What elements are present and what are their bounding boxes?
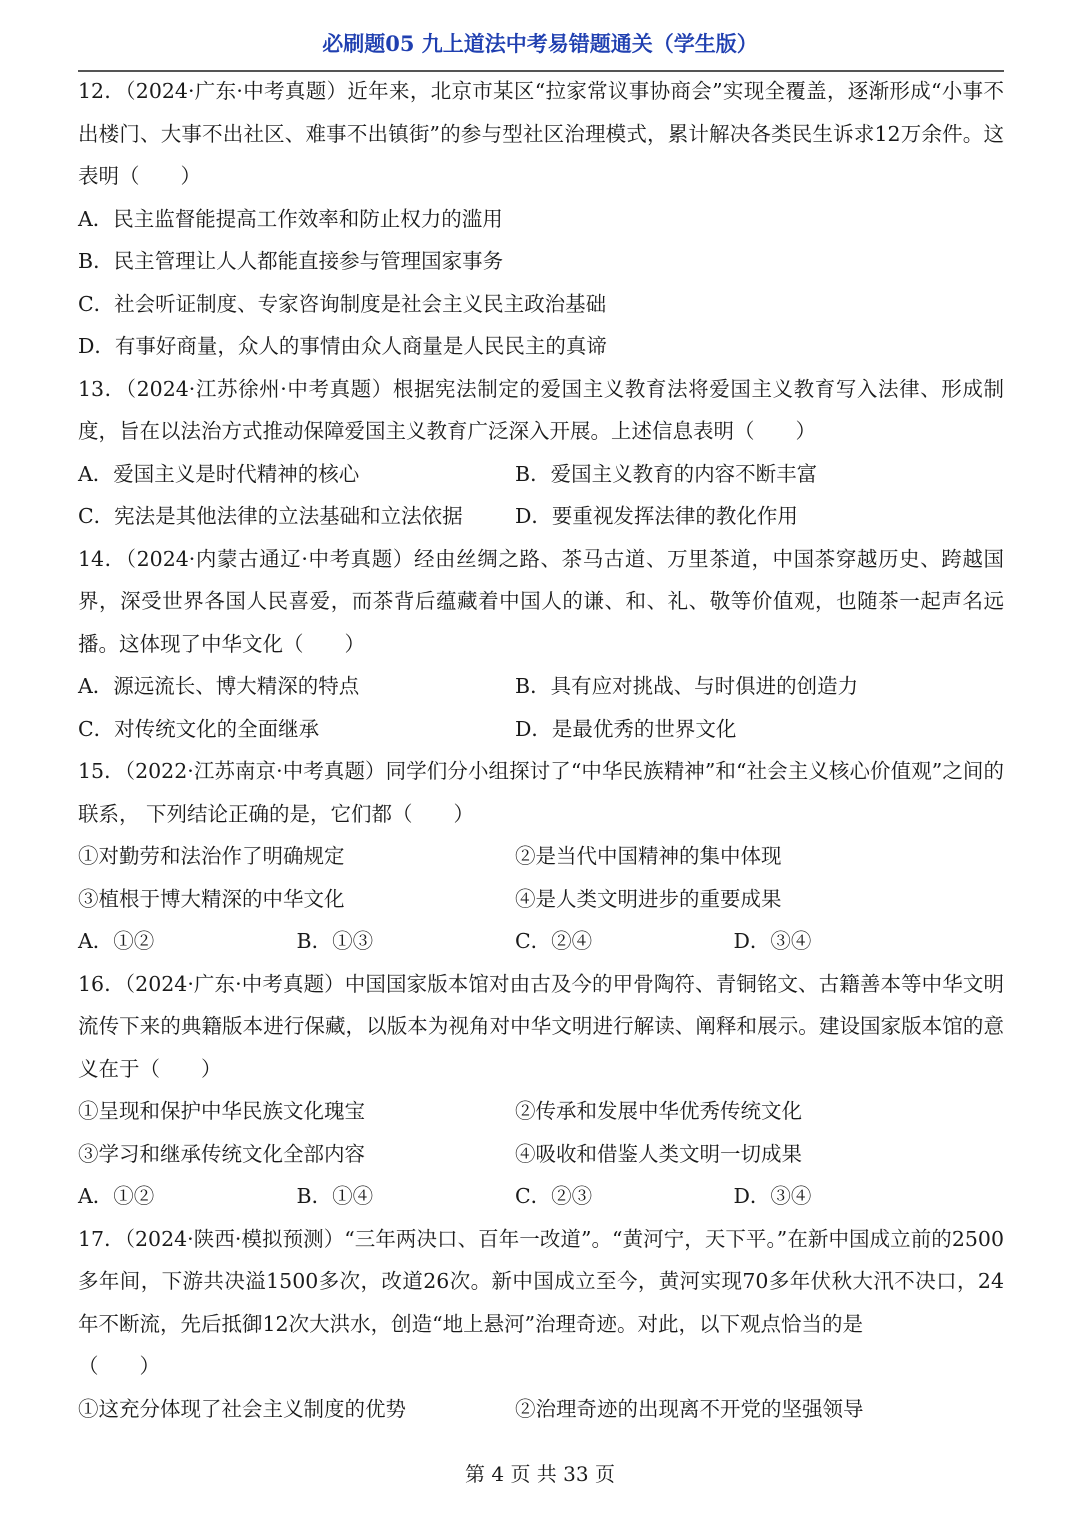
statement-2: ②是当代中国精神的集中体现 bbox=[515, 844, 782, 868]
option-a: A．爱国主义是时代精神的核心 bbox=[78, 461, 360, 486]
option-row bbox=[78, 665, 1004, 708]
page-number: 第 4 页 共 33 页 bbox=[465, 1462, 615, 1486]
option-d: D．③④ bbox=[733, 929, 812, 953]
statement-1: ①呈现和保护中华民族文化瑰宝 bbox=[78, 1099, 365, 1123]
option-d: D．有事好商量，众人的事情由众人商量是人民民主的真谛 bbox=[78, 334, 607, 358]
option-a: A．①② bbox=[78, 1184, 155, 1208]
statement-3: ③学习和继承传统文化全部内容 bbox=[78, 1141, 365, 1166]
option-row bbox=[78, 708, 1004, 751]
statement-row bbox=[78, 1090, 1004, 1133]
statement-1: ①这充分体现了社会主义制度的优势 bbox=[78, 1396, 406, 1421]
option-c: C．社会听证制度、专家咨询制度是社会主义民主政治基础 bbox=[78, 291, 607, 316]
statement-4: ④吸收和借鉴人类文明一切成果 bbox=[515, 1141, 802, 1166]
question-13 bbox=[78, 368, 1004, 538]
statement-row bbox=[78, 1388, 1004, 1431]
option-row bbox=[78, 495, 1004, 538]
question-stem: 15．（2022·江苏南京·中考真题）同学们分小组探讨了“中华民族精神”和“社会主义核心价值观”之间的联系， 下列结论正确的是，它们都（ ） bbox=[78, 759, 1004, 826]
option-row bbox=[78, 453, 1004, 496]
question-12 bbox=[78, 70, 1004, 368]
page-header: 必刷题05 九上道法中考易错题通关（学生版） bbox=[322, 31, 758, 56]
page-content bbox=[78, 70, 1004, 1430]
option-d: D．要重视发挥法律的教化作用 bbox=[515, 504, 798, 528]
statement-1: ①对勤劳和法治作了明确规定 bbox=[78, 844, 345, 868]
option-b: B．①④ bbox=[296, 1184, 374, 1208]
option-a: A．源远流长、博大精深的特点 bbox=[78, 674, 360, 698]
statement-row bbox=[78, 878, 1004, 921]
question-stem: 13．（2024·江苏徐州·中考真题）根据宪法制定的爱国主义教育法将爱国主义教育写入法律、形成制度，旨在以法治方式推动保障爱国主义教育广泛深入开展。上述信息表明（ ） bbox=[78, 376, 1004, 443]
statement-4: ④是人类文明进步的重要成果 bbox=[515, 886, 782, 911]
option-row bbox=[78, 1175, 1004, 1218]
statement-row bbox=[78, 835, 1004, 878]
option-b: B．民主管理让人人都能直接参与管理国家事务 bbox=[78, 249, 504, 273]
option-c: C．对传统文化的全面继承 bbox=[78, 716, 320, 741]
option-d: D．是最优秀的世界文化 bbox=[515, 716, 737, 741]
question-15 bbox=[78, 750, 1004, 963]
question-14 bbox=[78, 538, 1004, 751]
option-a: A．①② bbox=[78, 929, 155, 953]
option-a: A．民主监督能提高工作效率和防止权力的滥用 bbox=[78, 206, 503, 231]
question-17 bbox=[78, 1218, 1004, 1431]
question-16 bbox=[78, 963, 1004, 1218]
option-c: C．②③ bbox=[515, 1184, 593, 1208]
statement-2: ②治理奇迹的出现离不开党的坚强领导 bbox=[515, 1396, 864, 1421]
statement-2: ②传承和发展中华优秀传统文化 bbox=[515, 1099, 802, 1123]
question-stem: 16．（2024·广东·中考真题）中国国家版本馆对由古及今的甲骨陶符、青铜铭文、古籍善本等中华文明流传下来的典籍版本进行保藏，以版本为视角对中华文明进行解读、阐释和展示。建设国家版本馆的意义在于（ ） bbox=[78, 971, 1004, 1081]
option-c: C．②④ bbox=[515, 929, 593, 953]
question-stem-end: （ ） bbox=[78, 1354, 160, 1378]
question-stem: 17．（2024·陕西·模拟预测）“三年两决口、百年一改道”。“黄河宁，天下平。”在新中国成立前的2500多年间，下游共决溢1500多次，改道26次。新中国成立至今，黄河实现70多年伏秋大汛不决口，24年不断流，先后抵御12次大洪水，创造“地上悬河”治理奇迹。对此，以下观点恰当的是 bbox=[78, 1226, 1004, 1336]
statement-row bbox=[78, 1133, 1004, 1176]
option-row bbox=[78, 920, 1004, 963]
option-b: B．爱国主义教育的内容不断丰富 bbox=[515, 461, 818, 486]
question-stem: 12．（2024·广东·中考真题）近年来，北京市某区“拉家常议事协商会”实现全覆盖，逐渐形成“小事不出楼门、大事不出社区、难事不出镇街”的参与型社区治理模式，累计解决各类民生诉求12万余件。这表明（ ） bbox=[78, 79, 1004, 188]
option-b: B．具有应对挑战、与时俱进的创造力 bbox=[515, 674, 859, 698]
question-stem: 14．（2024·内蒙古通辽·中考真题）经由丝绸之路、茶马古道、万里茶道，中国茶穿越历史、跨越国界，深受世界各国人民喜爱，而茶背后蕴藏着中国人的谦、和、礼、敬等价值观，也随茶一起声名远播。这体现了中华文化（ ） bbox=[78, 546, 1004, 656]
statement-3: ③植根于博大精深的中华文化 bbox=[78, 886, 345, 911]
option-d: D．③④ bbox=[733, 1184, 812, 1208]
option-c: C．宪法是其他法律的立法基础和立法依据 bbox=[78, 504, 463, 528]
option-b: B．①③ bbox=[296, 929, 374, 953]
